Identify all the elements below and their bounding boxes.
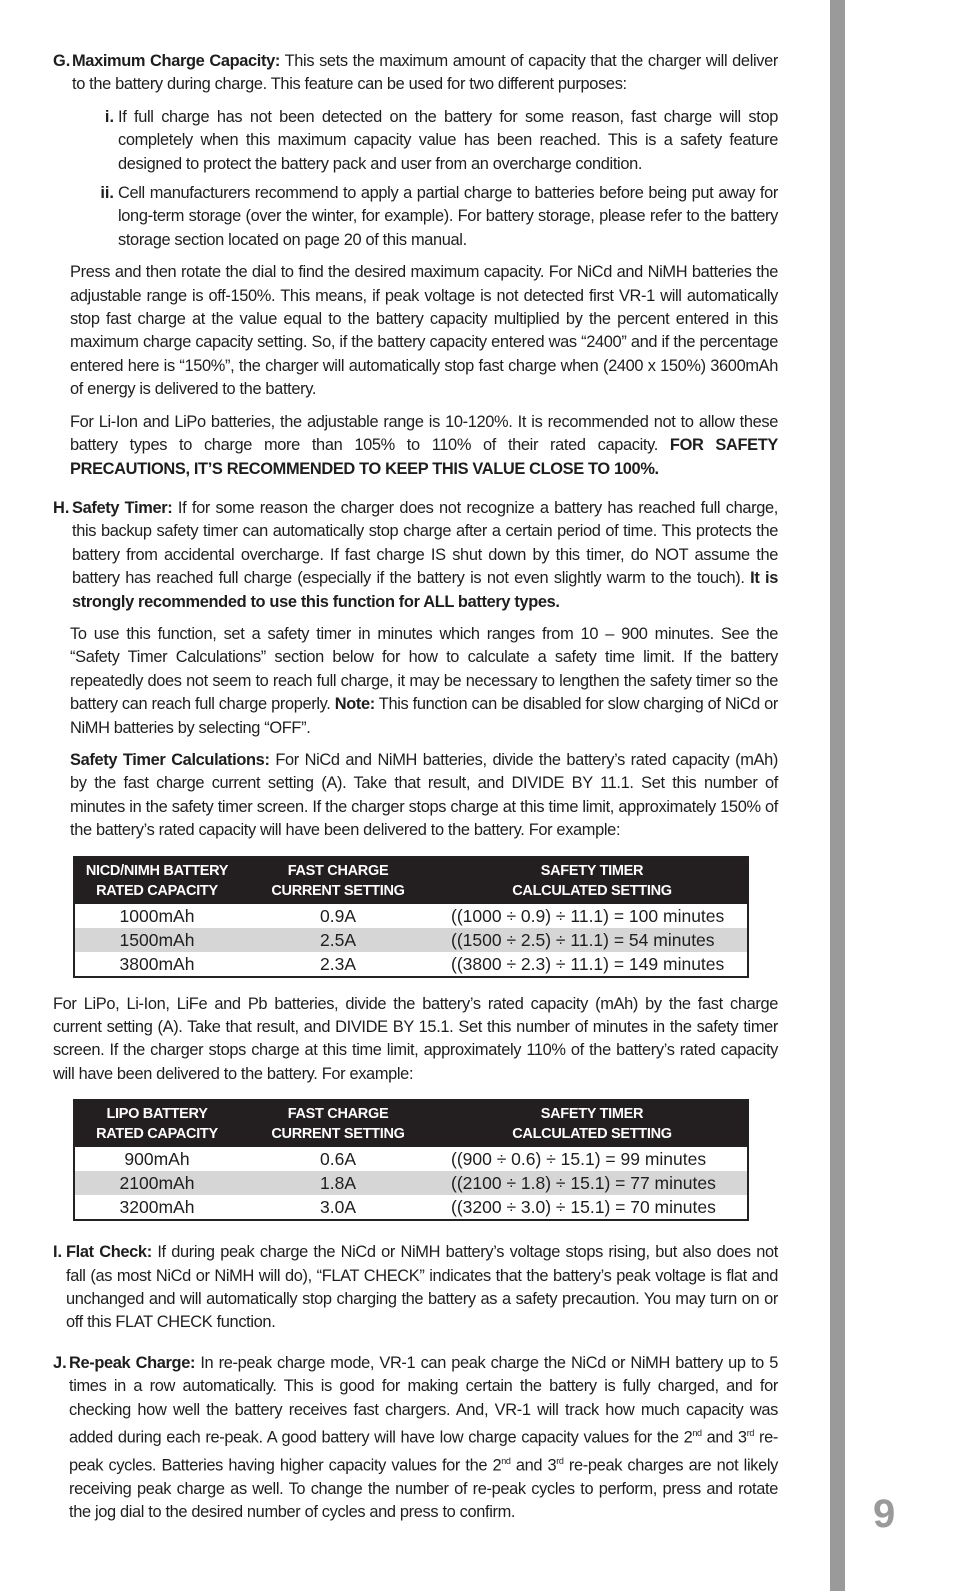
paragraph: Press and then rotate the dial to find the desired maximum capacity. For NiCd and NiMH batteries the adjustable range is off-150%. This means, if peak voltage is not detected first VR-1 will automatically stop fast charge at the value equal to the battery capacity multiplied by the percent entered in this maximum charge capacity setting. So, if the battery capacity entered was “2400” and if the percentage entered here is “150%”, the charger will automatically stop fast charge when (2400 x 150%) 3600mAh of energy is delivered to the battery.	[70, 263, 778, 399]
table-header: SAFETY TIMER CALCULATED SETTING	[437, 1100, 748, 1147]
section-label: H.	[53, 498, 70, 517]
paragraph: Safety Timer Calculations: For NiCd and NiMH batteries, divide the battery’s rated capacity (mAh) by the fast charge current setting (A). Take that result, and DIVIDE BY 11.1. Set this number of minutes in the safety timer screen. If the charger stops charge at this time limit, approximately 150% of the battery’s rated capacity will have been delivered to the battery. For example:	[70, 750, 778, 840]
section-re-peak-charge	[53, 1352, 778, 1525]
table-header: LIPO BATTERY RATED CAPACITY	[74, 1100, 239, 1147]
section-label: G.	[53, 52, 71, 70]
table-row: 2100mAh 1.8A ((2100 ÷ 1.8) ÷ 15.1) = 77 minutes	[74, 1171, 748, 1195]
section-maximum-charge-capacity	[53, 50, 778, 97]
table-header: FAST CHARGE CURRENT SETTING	[239, 857, 437, 904]
page-edge-bar	[830, 0, 845, 1591]
section-title: Maximum Charge Capacity:	[72, 52, 280, 70]
section-title: Flat Check:	[66, 1243, 152, 1262]
table-row: 1000mAh 0.9A ((1000 ÷ 0.9) ÷ 11.1) = 100 minutes	[119, 905, 725, 926]
table-header: FAST CHARGE CURRENT SETTING	[239, 1100, 437, 1147]
section-intro: Flat Check: If during peak charge the NiCd or NiMH battery’s voltage stops rising, but also does not fall (as most NiCd or NiMH will do), “FLAT CHECK” indicates that the battery’s peak voltage is flat and unchanged and will automatically stop charging the battery as a safety precaution. You may turn on or off this FLAT CHECK function.	[66, 1243, 779, 1332]
section-title: Re-peak Charge:	[69, 1353, 196, 1372]
section-safety-timer	[53, 497, 778, 614]
section-flat-check	[53, 1241, 778, 1335]
table-row: 900mAh 0.6A ((900 ÷ 0.6) ÷ 15.1) = 99 minutes	[124, 1149, 707, 1170]
table-row: 3200mAh 3.0A ((3200 ÷ 3.0) ÷ 15.1) = 70 minutes	[119, 1197, 716, 1218]
list-item: ii. Cell manufacturers recommend to apply a partial charge to batteries before being put away for long-term storage (over the winter, for example). For battery storage, please refer to the battery storage section located on page 20 of this manual.	[100, 184, 778, 249]
table-header: NICD/NIMH BATTERY RATED CAPACITY	[74, 857, 239, 904]
section-intro: Safety Timer: If for some reason the charger does not recognize a battery has reached full charge, this backup safety timer can automatically stop charge after a certain period of time. This protects the battery from accidental overcharge. If fast charge IS shut down by this timer, do NOT assume the battery has reached full charge (especially if the battery is not even slightly warm to the touch). It is strongly recommended to use this function for ALL battery types.	[72, 498, 778, 611]
section-intro: Maximum Charge Capacity: This sets the maximum amount of capacity that the charger will deliver to the battery during charge. This feature can be used for two different purposes:	[72, 52, 778, 94]
paragraph: For Li-Ion and LiPo batteries, the adjustable range is 10-120%. It is recommended not to allow these battery types to charge more than 105% to 110% of their rated capacity. FOR SAFETY PRECAUTIONS, IT’S RECOMMENDED TO KEEP THIS VALUE CLOSE TO 100%.	[70, 412, 778, 478]
paragraph: To use this function, set a safety timer in minutes which ranges from 10 – 900 minutes. See the “Safety Timer Calculations” section below for how to calculate a safety time limit. If the battery repeatedly does not seem to reach full charge, it may be necessary to lengthen the safety timer so the battery can reach full charge properly. Note: This function can be disabled for slow charging of NiCd or NiMH batteries by selecting “OFF”.	[70, 624, 778, 737]
table-row: 3800mAh 2.3A ((3800 ÷ 2.3) ÷ 11.1) = 149 minutes	[119, 953, 725, 974]
page-number: 9	[873, 1492, 896, 1536]
section-label: J.	[53, 1353, 67, 1372]
manual-page-content	[53, 50, 778, 1525]
section-intro: Re-peak Charge: In re-peak charge mode, VR-1 can peak charge the NiCd or NiMH battery up to 5 times in a row automatically. This is good for making certain the battery is fully charged, and for checking how well the battery receives fast chargers. And, VR-1 will track how much capacity was added during each re-peak. A good battery will have low charge capacity values for the 2nd and 3rd re-peak cycles. Batteries having higher capacity values for the 2nd and 3rd re-peak charges are not likely receiving peak charge as well. To change the number of re-peak cycles to perform, press and rotate the jog dial to the desired number of cycles and press to confirm.	[69, 1353, 778, 1522]
table-row: 1500mAh 2.5A ((1500 ÷ 2.5) ÷ 11.1) = 54 minutes	[74, 928, 748, 952]
section-label: I.	[53, 1243, 63, 1262]
list-item: i. If full charge has not been detected on the battery for some reason, fast charge will stop completely when this maximum capacity value has been reached. This is a safety feature designed to protect the battery pack and user from an overcharge condition.	[104, 107, 778, 173]
nicd-safety-timer-table	[73, 856, 749, 978]
paragraph: For LiPo, Li-Ion, LiFe and Pb batteries, divide the battery’s rated capacity (mAh) by the fast charge current setting (A). Take that result, and DIVIDE BY 15.1. Set this number of minutes in the safety timer screen. If the charger stops charge at this time limit, approximately 110% of the battery’s rated capacity will have been delivered to the battery. For example:	[53, 994, 778, 1083]
section-title: Safety Timer:	[72, 498, 173, 517]
lipo-safety-timer-table	[73, 1099, 749, 1221]
table-header: SAFETY TIMER CALCULATED SETTING	[437, 857, 748, 904]
